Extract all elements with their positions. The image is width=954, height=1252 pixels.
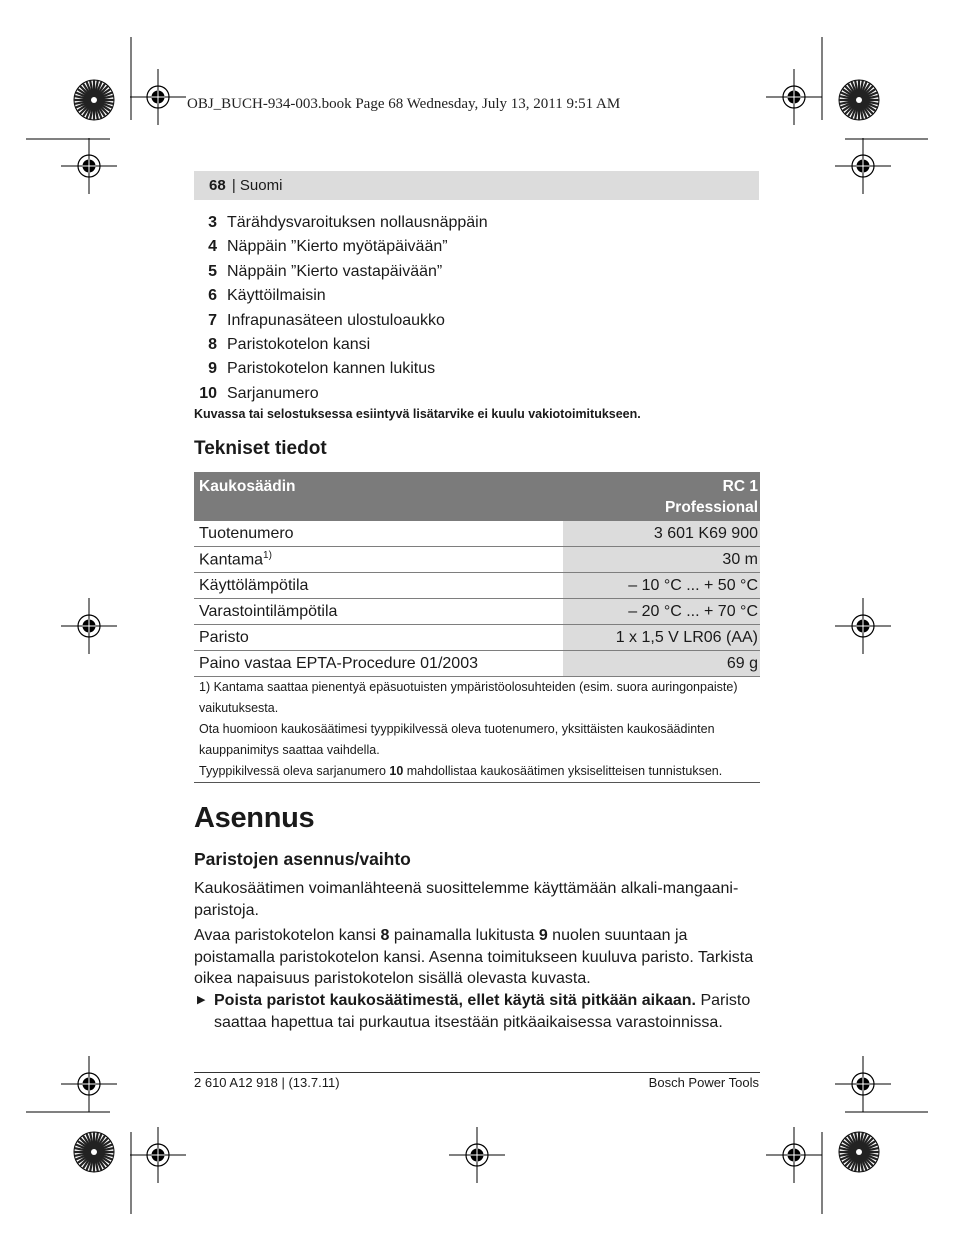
print-header: OBJ_BUCH-934-003.book Page 68 Wednesday, July 13, 2011 9:51 AM bbox=[187, 96, 621, 112]
legend-item: 10 Sarjanumero bbox=[199, 384, 319, 402]
footnote-range: 1) Kantama saattaa pienentyä epäsuotuisten ympäristöolosuhteiden (esim. suora auringonpaiste) vaikutuksesta. bbox=[199, 680, 738, 715]
tech-data-heading: Tekniset tiedot bbox=[194, 438, 327, 459]
spec-label: Paino vastaa EPTA-Procedure 01/2003 bbox=[194, 651, 563, 677]
spec-value: – 10 °C ... + 50 °C bbox=[563, 573, 760, 599]
spec-label: Käyttölämpötila bbox=[194, 573, 563, 599]
legend-item: 9 Paristokotelon kannen lukitus bbox=[208, 360, 436, 378]
section-name: | Suomi bbox=[227, 177, 283, 194]
bullet-triangle-icon: ▶ bbox=[197, 994, 206, 1006]
component-legend bbox=[194, 211, 759, 406]
section-heading: Asennus bbox=[194, 802, 315, 834]
spec-value: 1 x 1,5 V LR06 (AA) bbox=[563, 625, 760, 651]
spec-value: 3 601 K69 900 bbox=[563, 521, 760, 547]
bullet-bold-text: Poista paristot kaukosäätimestä, ellet käytä sitä pitkään aikaan. bbox=[214, 992, 696, 1009]
spec-label: Kantama$^{1)}$ bbox=[194, 547, 563, 573]
spec-row bbox=[194, 625, 760, 651]
spec-row bbox=[194, 651, 760, 677]
spec-label: Varastointilämpötila bbox=[194, 599, 563, 625]
warning-bullet bbox=[194, 990, 760, 1033]
spec-row bbox=[194, 599, 760, 625]
footnote-serial: Tyyppikilvessä oleva sarjanumero 10 mahdollistaa kaukosäätimen yksiselitteisen tunnistuksen. bbox=[199, 764, 723, 778]
paragraph-battery-install: Avaa paristokotelon kansi 8 painamalla lukitusta 9 nuolen suuntaan ja poistamalla paristokotelon kansi. Asenna toimitukseen kuuluva paristo. Tarkista oikea napaisuus paristokotelon sisällä olevasta kuvasta. bbox=[194, 927, 754, 987]
footnote-product-number: Ota huomioon kaukosäätimesi tyyppikilvessä oleva tuotenumero, yksittäisten kaukosäädinten kauppanimitys saattaa vaihdella. bbox=[199, 722, 715, 757]
legend-item: 7 Infrapunasäteen ulostuloaukko bbox=[208, 311, 445, 329]
legend-item: 5 Näppäin ”Kierto vastapäivään” bbox=[208, 262, 443, 280]
spec-label: Paristo bbox=[194, 625, 563, 651]
spec-value: – 20 °C ... + 70 °C bbox=[563, 599, 760, 625]
page-header-band bbox=[194, 171, 759, 200]
spec-row bbox=[194, 547, 760, 573]
spec-value: 30 m bbox=[563, 547, 760, 573]
spec-label: Tuotenumero bbox=[194, 521, 563, 547]
legend-item: 8 Paristokotelon kansi bbox=[208, 335, 371, 353]
spec-header-model: RC 1 Professional bbox=[563, 472, 760, 521]
legend-item: 6 Käyttöilmaisin bbox=[208, 287, 326, 305]
spec-row bbox=[194, 573, 760, 599]
spec-footnotes bbox=[194, 677, 760, 783]
sub-heading: Paristojen asennus/vaihto bbox=[194, 849, 411, 869]
spec-header-row bbox=[194, 472, 760, 521]
page-number: 68 bbox=[209, 177, 226, 194]
footer-divider bbox=[194, 1072, 760, 1073]
spec-table bbox=[194, 472, 760, 677]
footer-doc-number: 2 610 A12 918 | (13.7.11) bbox=[194, 1075, 340, 1090]
footer-brand: Bosch Power Tools bbox=[648, 1075, 759, 1090]
bullet-text: Paristo saattaa hapettua tai purkautua itsestään pitkäaikaisessa varastoinnissa. bbox=[214, 992, 751, 1031]
spec-row bbox=[194, 521, 760, 547]
paragraph-battery-recommendation: Kaukosäätimen voimanlähteenä suosittelemme käyttämään alkali-mangaani-paristoja. bbox=[194, 880, 739, 919]
spec-value: 69 g bbox=[563, 651, 760, 677]
legend-item: 4 Näppäin ”Kierto myötäpäivään” bbox=[208, 238, 448, 256]
spec-header-product: Kaukosäädin bbox=[194, 472, 563, 521]
accessory-note: Kuvassa tai selostuksessa esiintyvä lisätarvike ei kuulu vakiotoimitukseen. bbox=[194, 407, 641, 421]
legend-item: 3 Tärähdysvaroituksen nollausnäppäin bbox=[208, 214, 488, 231]
footnote-ref: 1) bbox=[263, 549, 272, 561]
